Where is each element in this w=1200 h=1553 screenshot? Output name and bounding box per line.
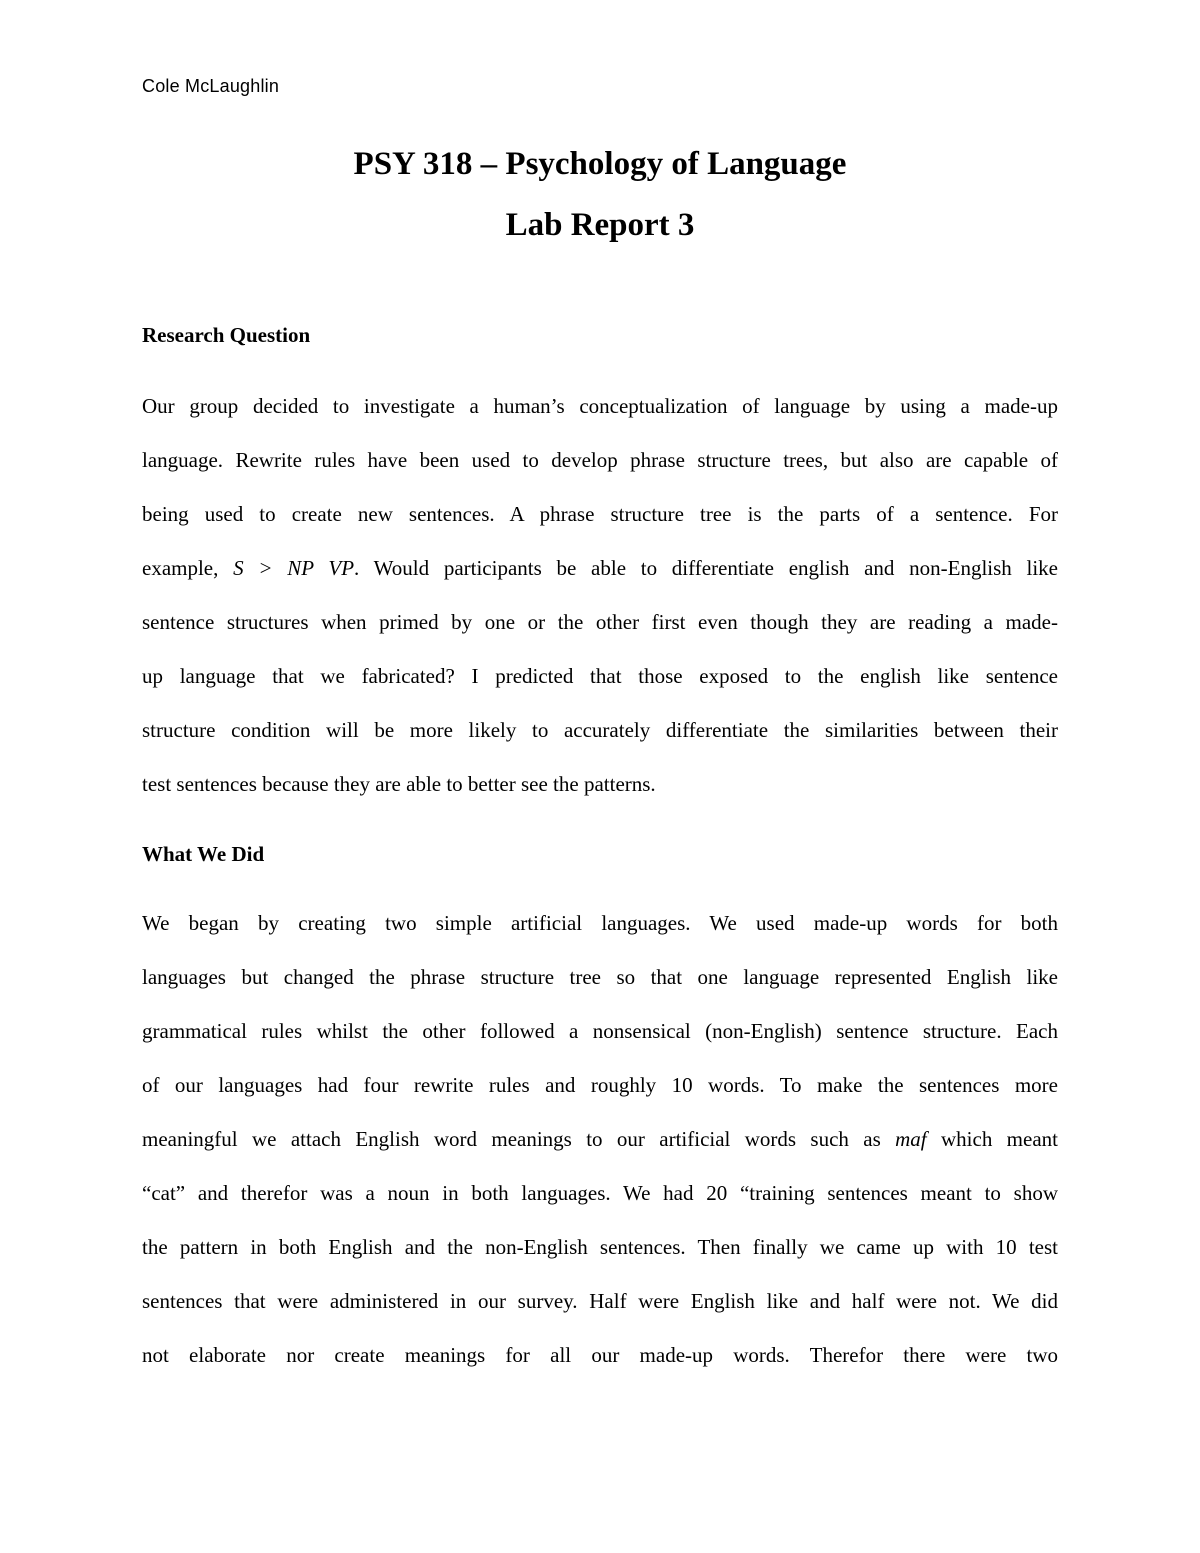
paragraph-line [142, 1112, 1058, 1166]
paragraph-line: grammatical rules whilst the other followed a nonsensical (non-English) sentence structure. Each [142, 1019, 1058, 1043]
paragraph-line [142, 541, 1058, 595]
line-text: meaningful we attach English word meanings to our artificial words such as [142, 1127, 896, 1151]
research-question-heading: Research Question [142, 323, 311, 347]
paragraph-line: sentences that were administered in our survey. Half were English like and half were not. We did [142, 1289, 1058, 1313]
paragraph-line: structure condition will be more likely to accurately differentiate the similarities between their [142, 718, 1058, 742]
paragraph-line: We began by creating two simple artificial languages. We used made-up words for both [142, 911, 1058, 935]
course-title: PSY 318 – Psychology of Language [353, 146, 847, 182]
artificial-word-example: maf [895, 1127, 927, 1151]
author-name: Cole McLaughlin [142, 76, 280, 96]
paragraph-line: “cat” and therefor was a noun in both languages. We had 20 “training sentences meant to show [142, 1181, 1058, 1205]
paragraph-line: the pattern in both English and the non-English sentences. Then finally we came up with 10 test [142, 1235, 1058, 1259]
paragraph-line: Our group decided to investigate a human’s conceptualization of language by using a made-up [142, 394, 1058, 418]
paragraph-line: sentence structures when primed by one or the other first even though they are reading a made- [142, 610, 1058, 634]
paragraph-line: test sentences because they are able to better see the patterns. [142, 772, 656, 796]
paragraph-line: of our languages had four rewrite rules and roughly 10 words. To make the sentences more [142, 1073, 1058, 1097]
line-text: example, [142, 556, 234, 580]
report-title: Lab Report 3 [505, 207, 695, 243]
paragraph-line: being used to create new sentences. A phrase structure tree is the parts of a sentence. For [142, 502, 1058, 526]
paragraph-line: up language that we fabricated? I predicted that those exposed to the english like sentence [142, 664, 1058, 688]
line-text: . Would participants be able to differentiate english and non-English like [354, 556, 1058, 580]
what-we-did-paragraph [142, 896, 1058, 1382]
paragraph-line: language. Rewrite rules have been used to develop phrase structure trees, but also are capable of [142, 448, 1058, 472]
line-text: which meant [926, 1127, 1058, 1151]
research-question-paragraph [142, 379, 1058, 811]
paragraph-line: not elaborate nor create meanings for all our made-up words. Therefor there were two [142, 1343, 1058, 1367]
paragraph-line: languages but changed the phrase structure tree so that one language represented English like [142, 965, 1058, 989]
what-we-did-heading: What We Did [142, 842, 265, 866]
rewrite-rule-example: S > NP VP [233, 556, 355, 580]
